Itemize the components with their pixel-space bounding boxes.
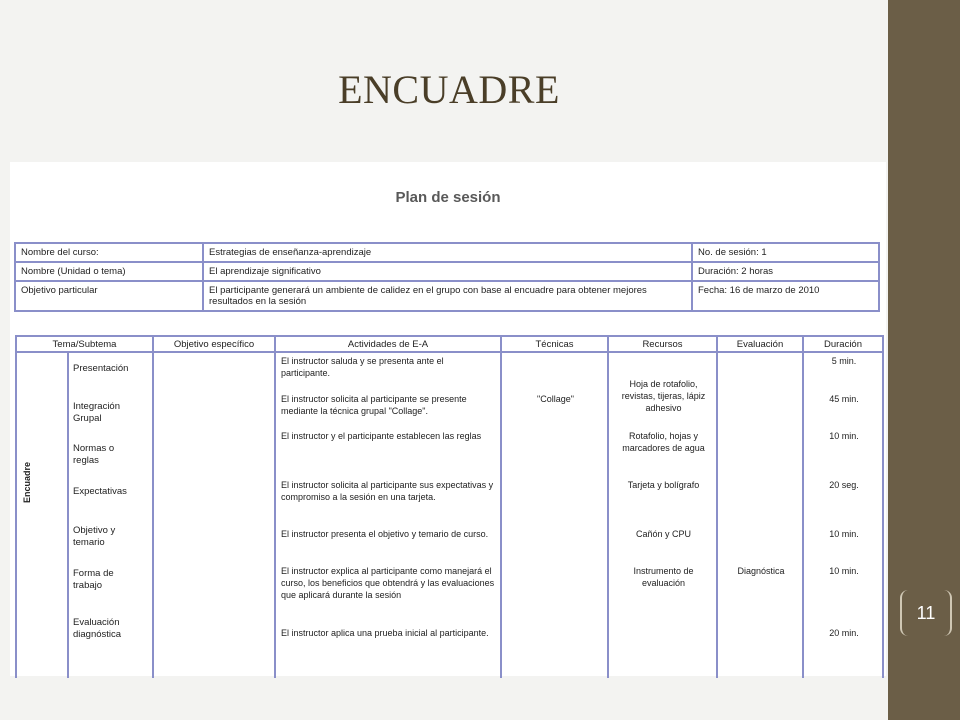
header-duracion: Duración [803,336,883,352]
header-actividades: Actividades de E-A [275,336,501,352]
activities-table [15,335,884,678]
info-value: Estrategias de enseñanza-aprendizaje [203,243,692,262]
recurso-item: Cañón y CPU [635,529,692,539]
tecnica-item: "Collage" [537,394,574,404]
slide-title: ENCUADRE [338,67,560,112]
info-label: Nombre (Unidad o tema) [15,262,203,281]
info-extra: Fecha: 16 de marzo de 2010 [692,281,879,311]
subtema-item: Expectativas [73,486,127,497]
duracion-item: 5 min. [831,356,857,366]
duracion-item: 10 min. [829,431,859,441]
subtema-item: Presentación [73,363,129,374]
course-info-table [14,242,880,312]
plan-title: Plan de sesión [395,189,501,206]
header-evaluacion: Evaluación [717,336,803,352]
recurso-item: Rotafolio, hojas y marcadores de agua [622,431,705,453]
actividad-item: El instructor explica al participante como manejará el curso, los beneficios que obtendrá y las evaluaciones que aplicará durante la sesión [281,566,495,600]
header-tema: Tema/Subtema [16,336,153,352]
actividad-item: El instructor aplica una prueba inicial al participante. [281,628,489,638]
info-label: Objetivo particular [15,281,203,311]
info-value: El participante generará un ambiente de calidez en el grupo con base al encuadre para obtener mejores resultados en la sesión [203,281,692,311]
duracion-item: 45 min. [829,394,859,404]
subtema-item: Forma de trabajo [73,568,114,591]
header-tecnicas: Técnicas [501,336,608,352]
evaluacion-item: Diagnóstica [737,566,785,576]
duracion-item: 20 seg. [829,480,859,490]
actividad-item: El instructor y el participante establecen las reglas [281,431,482,441]
subtema-item: Normas o reglas [73,443,115,466]
subtema-item: Objetivo y temario [73,525,116,548]
subtema-item: Integración Grupal [73,401,121,424]
header-recursos: Recursos [608,336,717,352]
actividad-item: El instructor solicita al participante sus expectativas y compromiso a la sesión en una tarjeta. [281,480,494,502]
table-body-row [16,352,883,678]
duracion-item: 20 min. [829,628,859,638]
info-row [15,243,879,262]
duracion-item: 10 min. [829,566,859,576]
actividad-item: El instructor solicita al participante se presente mediante la técnica grupal "Collage". [281,394,467,416]
session-plan-image [10,162,886,676]
info-extra: Duración: 2 horas [692,262,879,281]
tema-label: Encuadre [22,461,32,503]
info-row [15,281,879,311]
info-label: Nombre del curso: [15,243,203,262]
actividad-item: El instructor presenta el objetivo y temario de curso. [281,529,489,539]
header-objetivo: Objetivo específico [153,336,275,352]
recurso-item: Hoja de rotafolio, revistas, tijeras, lápiz adhesivo [621,379,706,413]
page-number: 11 [900,590,952,636]
info-extra: No. de sesión: 1 [692,243,879,262]
table-header-row [16,336,883,352]
info-value: El aprendizaje significativo [203,262,692,281]
recurso-item: Tarjeta y bolígrafo [627,480,700,490]
info-row [15,262,879,281]
duracion-item: 10 min. [829,529,859,539]
recurso-item: Instrumento de evaluación [633,566,694,588]
subtema-item: Evaluación diagnóstica [73,617,122,640]
actividad-item: El instructor saluda y se presenta ante el participante. [281,356,444,378]
